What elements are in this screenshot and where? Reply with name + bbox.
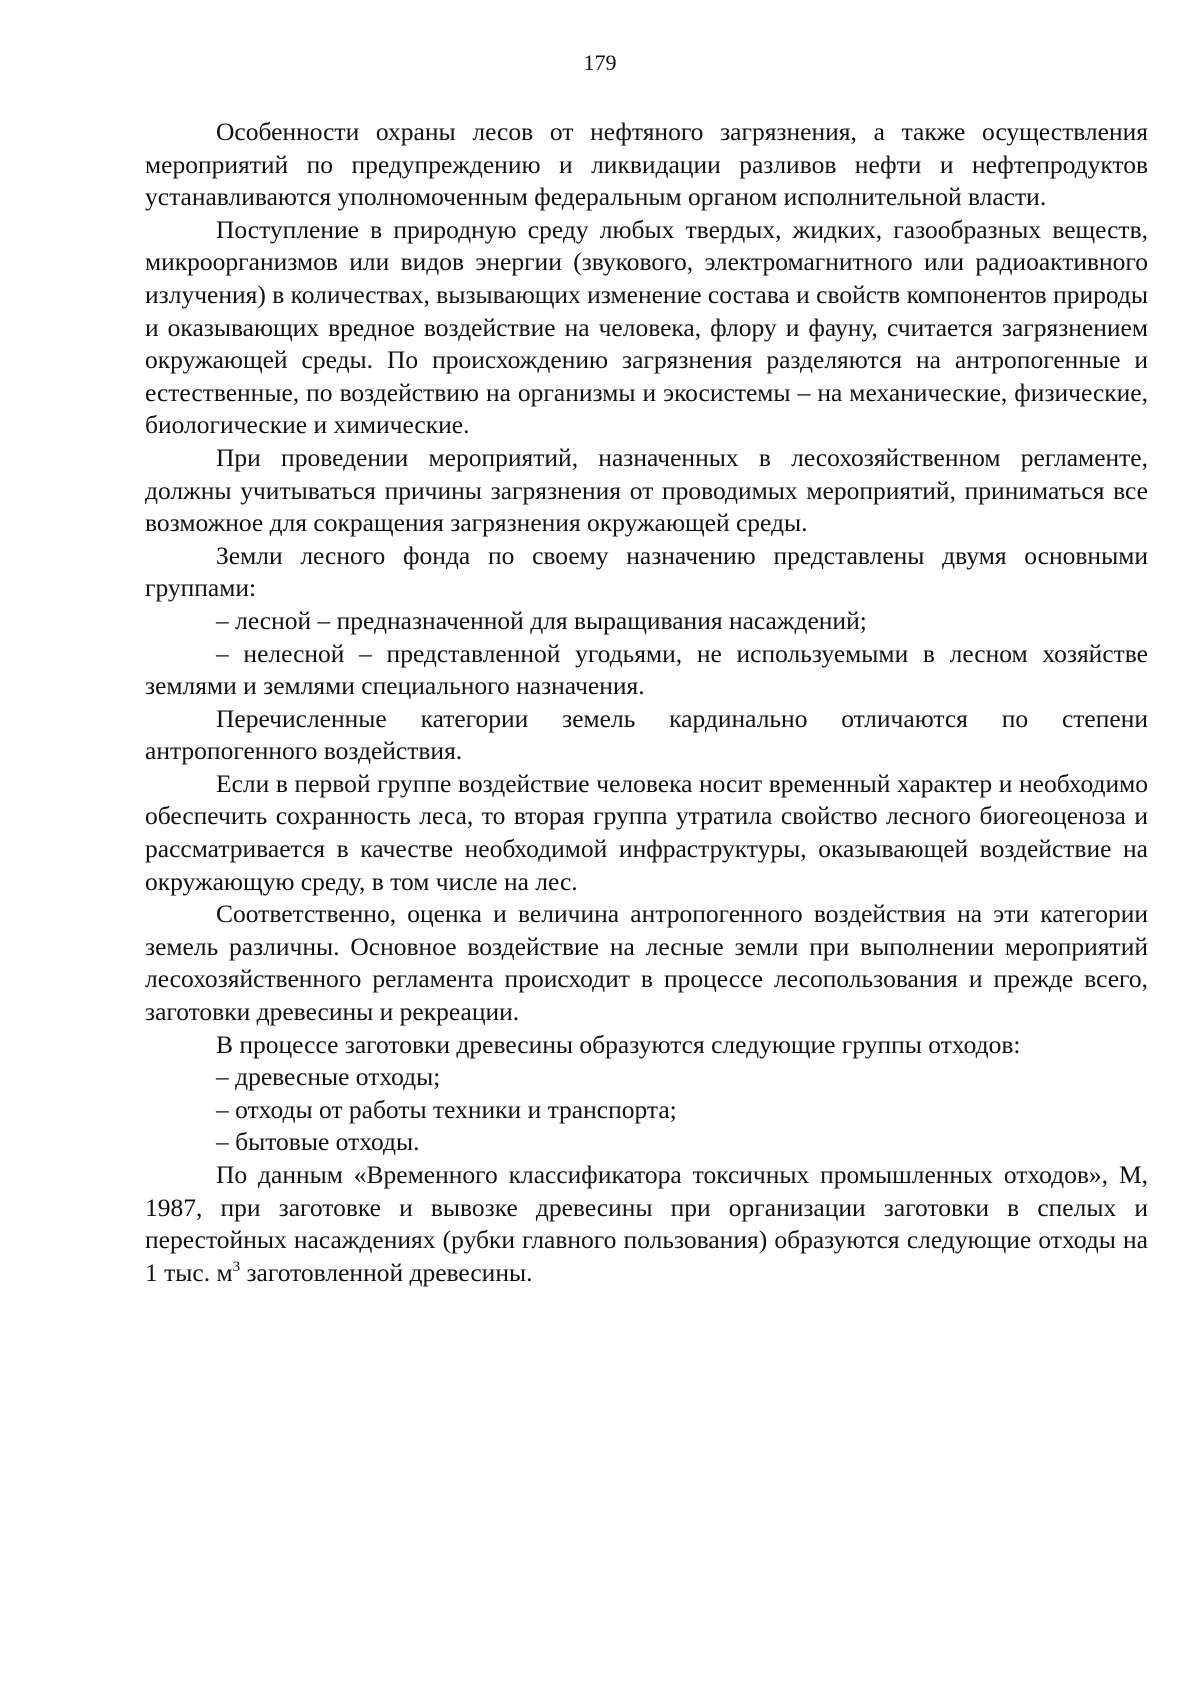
classifier-text: По данным «Временного классификатора токсичных промышленных отходов», М, 1987, при заготовке и вывозке древесины при организации заготовки в спелых и перестойных насаждениях (рубки главного пользования) образуются следующие отходы на 1 тыс. м <box>145 1160 1148 1287</box>
paragraph-classifier <box>145 1159 1148 1289</box>
document-body <box>145 116 1148 1289</box>
paragraph-categories: Перечисленные категории земель кардинально отличаются по степени антропогенного воздействия. <box>145 703 1148 766</box>
paragraph-land-groups: Земли лесного фонда по своему назначению представлены двумя основными группами: <box>145 540 1148 603</box>
paragraph-oil-pollution: Особенности охраны лесов от нефтяного загрязнения, а также осуществления мероприятий по предупреждению и ликвидации разливов нефти и нефтепродуктов устанавливаются уполномоченным федеральным органом исполнительной власти. <box>145 117 1148 212</box>
page-number: 179 <box>583 50 617 75</box>
superscript-cubic: 3 <box>232 1258 241 1275</box>
list-item-forest-land: – лесной – предназначенной для выращивания насаждений; <box>216 605 867 635</box>
paragraph-pollution-definition: Поступление в природную среду любых твердых, жидких, газообразных веществ, микроорганизмов или видов энергии (звукового, электромагнитного или радиоактивного излучения) в количествах, вызывающих изменение состава и свойств компонентов природы и оказывающих вредное воздействие на человека, флору и фауну, считается загрязнением окружающей среды. По происхождению загрязнения разделяются на антропогенные и естественные, по воздействию на организмы и экосистемы – на механические, физические, биологические и химические. <box>145 214 1148 440</box>
list-item-machinery-waste: – отходы от работы техники и транспорта; <box>216 1094 677 1124</box>
classifier-text-tail: заготовленной древесины. <box>240 1257 533 1287</box>
list-item-non-forest-land: – нелесной – представленной угодьями, не используемыми в лесном хозяйстве землями и землями специального назначения. <box>145 638 1148 701</box>
list-item-wood-waste: – древесные отходы; <box>216 1062 441 1092</box>
list-item-household-waste: – бытовые отходы. <box>216 1127 420 1157</box>
paragraph-assessment: Соответственно, оценка и величина антропогенного воздействия на эти категории земель различны. Основное воздействие на лесные земли при выполнении мероприятий лесохозяйственного регламента происходит в процессе лесопользования и прежде всего, заготовки древесины и рекреации. <box>145 899 1148 1027</box>
paragraph-waste-groups: В процессе заготовки древесины образуются следующие группы отходов: <box>216 1029 1021 1059</box>
paragraph-measures: При проведении мероприятий, назначенных в лесохозяйственном регламенте, должны учитываться причины загрязнения от проводимых мероприятий, приниматься все возможное для сокращения загрязнения окружающей среды. <box>145 442 1148 538</box>
paragraph-first-group: Если в первой группе воздействие человека носит временный характер и необходимо обеспечить сохранность леса, то вторая группа утратила свойство лесного биогеоценоза и рассматривается в качестве необходимой инфраструктуры, оказывающей воздействие на окружающую среду, в том числе на лес. <box>145 768 1148 896</box>
